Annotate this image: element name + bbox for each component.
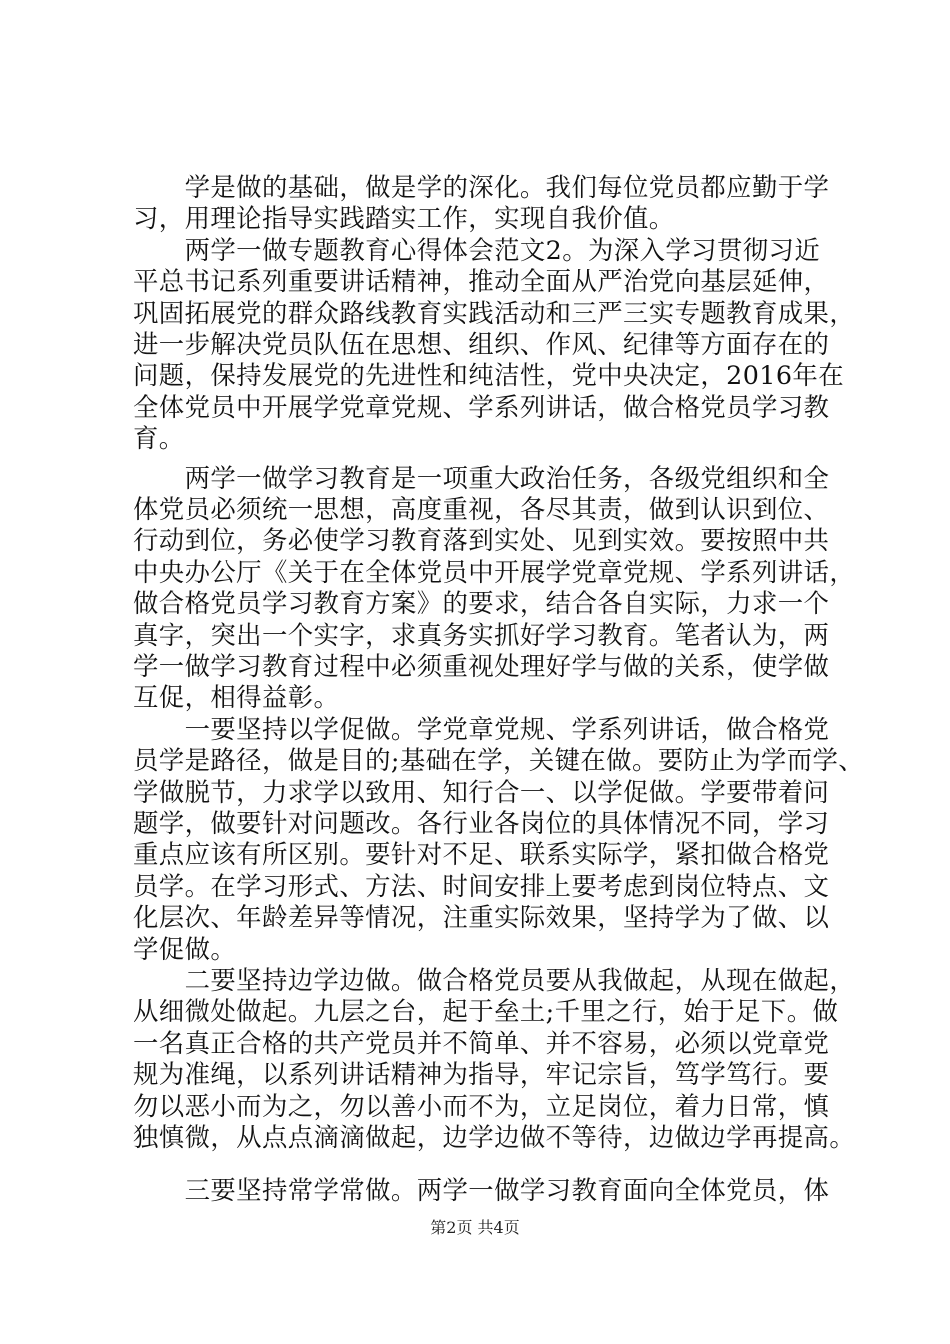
paragraph-line: 两学一做专题教育心得体会范文2。为深入学习贯彻习近 [133,234,821,265]
paragraph-line: 一要坚持以学促做。学党章党规、学系列讲话，做合格党 [133,713,830,744]
paragraph-line: 题学，做要针对问题改。各行业各岗位的具体情况不同，学习 [133,808,830,838]
paragraph-line: 学促做。 [133,933,237,964]
paragraph-line: 两学一做学习教育是一项重大政治任务，各级党组织和全 [133,462,830,493]
paragraph-line: 育。 [133,423,185,454]
paragraph-line: 学是做的基础，做是学的深化。我们每位党员都应勤于学 [133,172,830,202]
paragraph-line: 化层次、年龄差异等情况，注重实际效果，坚持学为了做、以 [133,902,830,933]
paragraph-line: 习，用理论指导实践踏实工作，实现自我价值。 [133,203,675,234]
paragraph-line: 巩固拓展党的群众路线教育实践活动和三严三实专题教育成果， [133,297,856,328]
paragraph-line: 进一步解决党员队伍在思想、组织、作风、纪律等方面存在的 [133,329,830,359]
paragraph-line: 互促，相得益彰。 [133,682,340,713]
paragraph-line: 做合格党员学习教育方案》的要求，结合各自实际，力求一个 [133,588,830,619]
paragraph-line: 勿以恶小而为之，勿以善小而不为，立足岗位，着力日常，慎 [133,1090,830,1121]
paragraph-line: 规为准绳，以系列讲话精神为指导，牢记宗旨，笃学笃行。要 [133,1059,830,1090]
paragraph-line: 学一做学习教育过程中必须重视处理好学与做的关系，使学做 [133,651,830,681]
paragraph-line: 一名真正合格的共产党员并不简单、并不容易，必须以党章党 [133,1027,830,1058]
paragraph-line: 员学。在学习形式、方法、时间安排上要考虑到岗位特点、文 [133,870,830,901]
paragraph-line: 体党员必须统一思想，高度重视，各尽其责，做到认识到位、 [133,494,830,524]
paragraph-line: 全体党员中开展学党章党规、学系列讲话，做合格党员学习教 [133,391,830,422]
paragraph-line: 问题，保持发展党的先进性和纯洁性，党中央决定，2016年在 [133,360,844,391]
paragraph-line: 学做脱节，力求学以致用、知行合一、以学促做。学要带着问 [133,776,830,807]
paragraph-line: 重点应该有所区别。要针对不足、联系实际学，紧扣做合格党 [133,839,830,870]
paragraph-line: 员学是路径，做是目的;基础在学，关键在做。要防止为学而学、 [133,745,865,776]
paragraph-line: 二要坚持边学边做。做合格党员要从我做起，从现在做起， [133,965,856,995]
paragraph-line: 中央办公厅《关于在全体党员中开展学党章党规、学系列讲话， [133,556,856,587]
page-footer: 第2页 共4页 [430,1218,520,1237]
paragraph-line: 三要坚持常学常做。两学一做学习教育面向全体党员，体 [133,1175,830,1206]
paragraph-line: 独慎微，从点点滴滴做起，边学边做不等待，边做边学再提高。 [133,1122,856,1152]
paragraph-line: 从细微处做起。九层之台，起于垒土;千里之行，始于足下。做 [133,996,839,1027]
paragraph-line: 平总书记系列重要讲话精神，推动全面从严治党向基层延伸， [133,266,830,297]
paragraph-line: 真字，突出一个实字，求真务实抓好学习教育。笔者认为，两 [133,619,830,650]
paragraph-line: 行动到位，务必使学习教育落到实处、见到实效。要按照中共 [133,525,830,556]
